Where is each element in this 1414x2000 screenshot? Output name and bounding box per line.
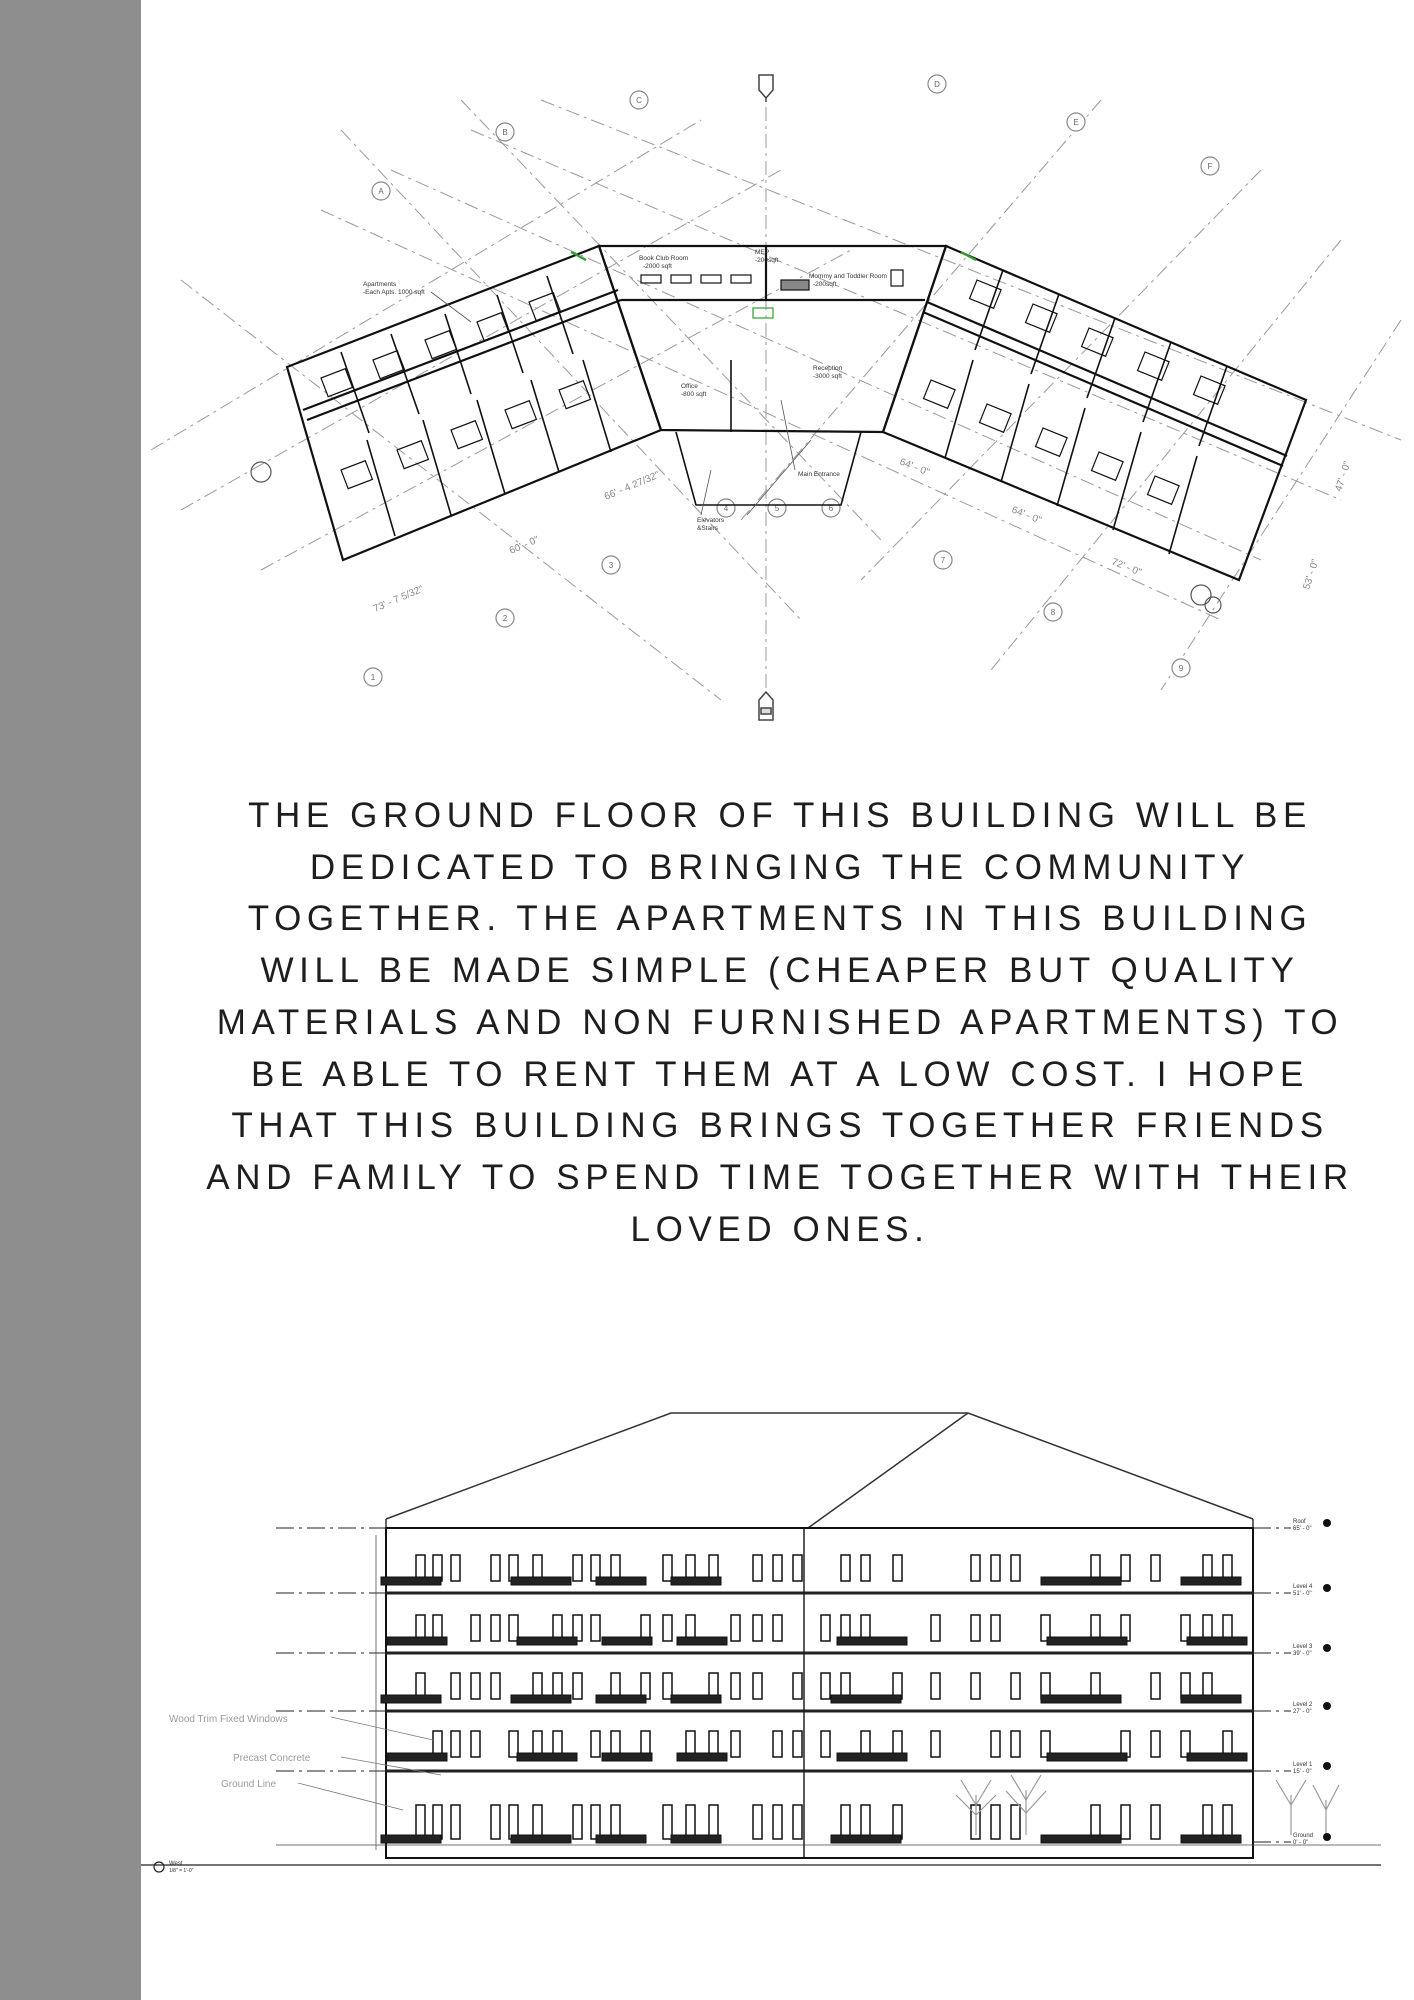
balcony-railing (511, 1577, 571, 1585)
window (1011, 1555, 1020, 1581)
window (471, 1673, 480, 1699)
north-arrow-icon (759, 75, 773, 102)
balcony-railing (837, 1753, 907, 1761)
grid-letter: C (636, 96, 642, 105)
window (773, 1731, 782, 1757)
balcony-railing (677, 1637, 727, 1645)
grid-number: 3 (608, 561, 614, 570)
room-label: Reception (813, 365, 843, 372)
dimension-label: 47' - 0" (1333, 460, 1354, 493)
window (731, 1615, 740, 1641)
window (1011, 1731, 1020, 1757)
grid-letter: F (1207, 162, 1213, 171)
grid-number: 1 (370, 673, 376, 682)
balcony-railing (1041, 1835, 1121, 1843)
window (491, 1673, 500, 1699)
balcony-railing (1041, 1695, 1121, 1703)
level-name: Roof (1293, 1519, 1306, 1525)
window (1011, 1805, 1020, 1839)
level-name: Level 4 (1293, 1584, 1313, 1590)
left-gray-sidebar (0, 0, 141, 2000)
level-name: Level 3 (1293, 1644, 1313, 1650)
window (1151, 1731, 1160, 1757)
window (893, 1555, 902, 1581)
window (753, 1555, 762, 1581)
balcony-railing (381, 1835, 441, 1843)
room-label: -800 sqft (681, 391, 707, 398)
right-apartment-wing (883, 246, 1306, 580)
window (821, 1673, 830, 1699)
level-name: Ground (1293, 1833, 1314, 1839)
balcony-railing (831, 1695, 901, 1703)
balcony-railing (596, 1835, 646, 1843)
room-label: Main Entrance (798, 471, 840, 478)
balcony-railing (596, 1695, 646, 1703)
window (591, 1731, 600, 1757)
balcony-railing (671, 1577, 721, 1585)
window (591, 1615, 600, 1641)
window (573, 1673, 582, 1699)
window (821, 1731, 830, 1757)
window (861, 1805, 870, 1839)
level-name: Level 1 (1293, 1762, 1313, 1768)
balcony-railing (1187, 1637, 1247, 1645)
window (491, 1805, 500, 1839)
balcony-railing (837, 1637, 907, 1645)
view-scale: 1/8" = 1'-0" (169, 1868, 194, 1874)
balcony-railing (1187, 1753, 1247, 1761)
project-description: THE GROUND FLOOR OF THIS BUILDING WILL BE DEDICATED TO BRINGING THE COMMUNITY TOGETHER. THE APARTMENTS IN THIS BUILDING WILL BE MADE SIMPLE (CHEAPER BUT QUALITY MATERIALS AND NON FURNISHED APARTMENTS) TO BE ABLE TO RENT THEM AT A LOW COST. I HOPE THAT THIS BUILDING BRINGS TOGETHER FRIENDS AND FAMILY TO SPEND TIME TOGETHER WITH THEIR LOVED ONES. (206, 796, 1354, 1249)
balcony-railing (381, 1695, 441, 1703)
level-elevation: 15' - 0" (1293, 1769, 1312, 1775)
room-label: -2000 sqft (643, 263, 672, 270)
window (509, 1805, 518, 1839)
window (416, 1805, 425, 1839)
balcony-railing (602, 1753, 652, 1761)
grid-number: 8 (1050, 608, 1056, 617)
dimension-label: 72' - 0" (1109, 556, 1143, 579)
window (753, 1673, 762, 1699)
window (731, 1731, 740, 1757)
window (1151, 1555, 1160, 1581)
balcony-railing (511, 1835, 571, 1843)
balcony-railing (387, 1637, 447, 1645)
window (1091, 1805, 1100, 1839)
balcony-railing (1047, 1637, 1127, 1645)
window (471, 1731, 480, 1757)
dimension-label: 64' - 0" (1009, 504, 1043, 527)
window (491, 1555, 500, 1581)
balcony-railing (1181, 1577, 1241, 1585)
window (991, 1805, 1000, 1839)
window (793, 1673, 802, 1699)
window (971, 1673, 980, 1699)
window (773, 1805, 782, 1839)
window (1223, 1805, 1232, 1839)
dimension-label: 53' - 0" (1301, 558, 1322, 591)
window (861, 1555, 870, 1581)
window (991, 1731, 1000, 1757)
window (931, 1731, 940, 1757)
grid-number: 9 (1178, 664, 1184, 673)
ground-floor-plan (141, 60, 1414, 730)
balcony-railing (1041, 1577, 1121, 1585)
room-label: -200sqft (755, 257, 779, 264)
grid-letter: D (934, 80, 940, 89)
window (451, 1805, 460, 1839)
view-title: West (169, 1861, 183, 1867)
level-elevation: 27' - 0" (1293, 1709, 1312, 1715)
dimension-label: 60' - 0" (507, 534, 541, 557)
dimension-label: 66' - 4 27/32" (602, 469, 662, 503)
window (1121, 1805, 1130, 1839)
window (451, 1555, 460, 1581)
grid-letter: A (378, 187, 384, 196)
window (663, 1615, 672, 1641)
window (611, 1805, 620, 1839)
dimension-label: 73' - 7 5/32" (371, 583, 426, 615)
level-elevation: 39' - 0" (1293, 1651, 1312, 1657)
window (433, 1805, 442, 1839)
window (573, 1555, 582, 1581)
window (971, 1615, 980, 1641)
window (451, 1673, 460, 1699)
grid-bubbles (364, 75, 1219, 686)
view-title-block (154, 1861, 194, 1874)
window (731, 1673, 740, 1699)
window (1121, 1555, 1130, 1581)
window (1151, 1805, 1160, 1839)
window (893, 1805, 902, 1839)
balcony-railing (596, 1577, 646, 1585)
window (841, 1555, 850, 1581)
room-label: Mommy and Toddler Room (809, 273, 887, 280)
room-label: -Each Apts. 1000 sqft (363, 289, 425, 296)
west-elevation-drawing (141, 1395, 1414, 1885)
roof-outline (386, 1413, 1253, 1528)
callout-label: Wood Trim Fixed Windows (169, 1714, 288, 1725)
window (991, 1615, 1000, 1641)
room-label: Office (681, 383, 698, 390)
balcony-railing (517, 1637, 577, 1645)
window (991, 1555, 1000, 1581)
level-lines (276, 1528, 1291, 1842)
window (1203, 1805, 1212, 1839)
grid-letter: E (1073, 118, 1079, 127)
balcony-railing (671, 1835, 721, 1843)
window (1151, 1673, 1160, 1699)
grid-number: 4 (723, 504, 729, 513)
room-label: -200sqft (813, 281, 837, 288)
balcony-railing (602, 1637, 652, 1645)
window (841, 1805, 850, 1839)
room-label: -3000 sqft (813, 373, 842, 380)
window (591, 1805, 600, 1839)
callout-label: Precast Concrete (233, 1753, 311, 1764)
window (533, 1805, 542, 1839)
level-elevation: 0' - 0" (1293, 1840, 1309, 1846)
balcony-railing (511, 1695, 571, 1703)
window (709, 1805, 718, 1839)
level-elevation: 65' - 0" (1293, 1526, 1312, 1532)
callout-label: Ground Line (221, 1779, 277, 1790)
window (931, 1615, 940, 1641)
balcony-railing (381, 1577, 441, 1585)
balcony-railing (387, 1753, 447, 1761)
window (793, 1805, 802, 1839)
grid-number: 6 (828, 504, 834, 513)
window (773, 1555, 782, 1581)
grid-number: 2 (502, 614, 508, 623)
window (753, 1615, 762, 1641)
level-marker-icons (1323, 1519, 1331, 1841)
room-label: Apartments (363, 281, 397, 288)
balcony-railing (1181, 1695, 1241, 1703)
level-name: Level 2 (1293, 1702, 1313, 1708)
window (573, 1805, 582, 1839)
room-label: MEP (755, 249, 770, 256)
window (471, 1615, 480, 1641)
window (821, 1615, 830, 1641)
window (971, 1555, 980, 1581)
balcony-railing (1181, 1835, 1241, 1843)
balcony-railing (517, 1753, 577, 1761)
grid-number: 5 (774, 504, 780, 513)
window (793, 1555, 802, 1581)
room-label: &Stairs (697, 525, 718, 532)
room-label: Elevators (697, 517, 725, 524)
window (1011, 1673, 1020, 1699)
grid-number: 7 (940, 556, 946, 565)
window (491, 1615, 500, 1641)
window (753, 1805, 762, 1839)
balcony-railing (677, 1753, 727, 1761)
balcony-railing (671, 1695, 721, 1703)
grid-letter: B (502, 128, 508, 137)
balcony-railing (1047, 1753, 1127, 1761)
window (931, 1673, 940, 1699)
left-apartment-wing (287, 246, 661, 560)
balcony-railing (831, 1835, 901, 1843)
section-marker-icon (759, 692, 773, 720)
window (773, 1615, 782, 1641)
window (793, 1731, 802, 1757)
dimension-label: 64' - 0" (897, 456, 931, 479)
window (663, 1805, 672, 1839)
room-label: Book Club Room (639, 255, 689, 262)
window (686, 1805, 695, 1839)
window (451, 1731, 460, 1757)
level-elevation: 51' - 0" (1293, 1591, 1312, 1597)
